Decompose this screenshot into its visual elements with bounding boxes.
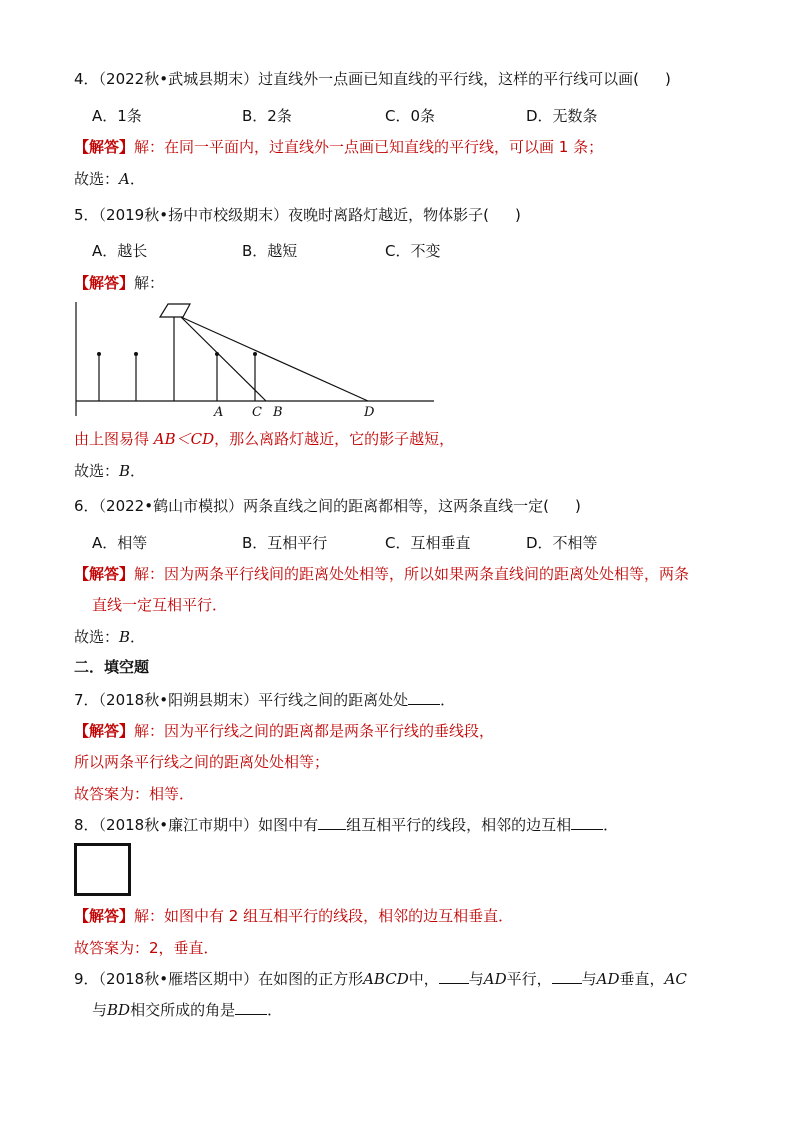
q5-stem: 5．（2019秋•扬中市校级期末）夜晚时离路灯越近，物体影子( ) [74, 206, 521, 224]
q4-text: （2022秋•武城县期末）过直线外一点画已知直线的平行线，这样的平行线可以画 [98, 70, 634, 88]
answer-tag: 【解答】 [74, 722, 135, 740]
answer-tag: 【解答】 [74, 138, 135, 156]
point-b-label: B [273, 405, 283, 420]
q4-option-a: A．1条 [92, 107, 142, 125]
stick-top-dot [134, 352, 138, 356]
q4-option-b: B．2条 [242, 107, 292, 125]
stick-top-dot [253, 352, 257, 356]
q8-stem: 8．（2018秋•廉江市期中）如图中有 组互相平行的线段，相邻的边互相 ． [74, 816, 619, 834]
q6-answer: 【解答】解：因为两条平行线间的距离处处相等，所以如果两条直线间的距离处处相等，两条 [74, 565, 690, 583]
q7-text: （2018秋•阳朔县期末）平行线之间的距离处处 [98, 691, 409, 709]
answer-tag: 【解答】 [74, 907, 135, 925]
q8-number: 8． [74, 816, 99, 834]
q6-choose: 故选：B． [74, 628, 146, 646]
q4-choice: A [119, 170, 130, 188]
point-c-label: C [252, 405, 262, 420]
q5-text: （2019秋•扬中市校级期末）夜晚时离路灯越近，物体影子 [98, 206, 484, 224]
light-ray-d [181, 317, 368, 401]
answer-blank [552, 969, 582, 984]
q4-answer-text: 解：在同一平面内，过直线外一点画已知直线的平行线，可以画 1 条； [134, 138, 604, 156]
q9-square-name: ABCD [363, 970, 409, 988]
q5-choice: B [119, 462, 131, 480]
q6-option-c: C．互相垂直 [385, 534, 471, 552]
answer-blank [318, 815, 346, 830]
q7-final: 故答案为：相等． [74, 785, 195, 803]
square-figure [74, 843, 131, 896]
q9-number: 9． [74, 970, 99, 988]
q4-number: 4． [74, 70, 99, 88]
q5-conclusion: 由上图易得 AB＜CD，那么离路灯越近，它的影子越短， [74, 430, 455, 448]
stick-top-dot [97, 352, 101, 356]
answer-blank [235, 1000, 267, 1015]
q8-answer: 【解答】解：如图中有 2 组互相平行的线段，相邻的边互相垂直． [74, 907, 514, 925]
q5-option-c: C．不变 [385, 242, 441, 260]
q5-option-a: A．越长 [92, 242, 148, 260]
light-ray-b [181, 317, 266, 401]
q7-answer: 【解答】解：因为平行线之间的距离都是两条平行线的垂线段， [74, 722, 495, 740]
q6-number: 6． [74, 497, 99, 515]
q5-answer: 【解答】解： [74, 274, 165, 292]
q5-number: 5． [74, 206, 99, 224]
q6-stem: 6．（2022•鹤山市模拟）两条直线之间的距离都相等，这两条直线一定( ) [74, 497, 581, 515]
point-a-label: A [214, 405, 224, 420]
q6-option-a: A．相等 [92, 534, 148, 552]
answer-blank [571, 815, 603, 830]
q6-option-b: B．互相平行 [242, 534, 328, 552]
q4-option-c: C．0条 [385, 107, 436, 125]
q6-answer-cont: 直线一定互相平行． [92, 596, 228, 614]
answer-blank [408, 690, 440, 705]
q5-option-b: B．越短 [242, 242, 298, 260]
q6-option-d: D．不相等 [526, 534, 598, 552]
q4-choose: 故选：A． [74, 170, 145, 188]
answer-tag: 【解答】 [74, 565, 135, 583]
q4-option-d: D．无数条 [526, 107, 598, 125]
section-heading: 二．填空题 [74, 658, 150, 676]
q6-choice: B [119, 628, 131, 646]
answer-blank [439, 969, 469, 984]
q8-final: 故答案为：2，垂直． [74, 939, 219, 957]
q9-stem: 9．（2018秋•雁塔区期中）在如图的正方形ABCD中， 与AD平行， 与AD垂直，AC [74, 970, 687, 988]
point-d-label: D [364, 405, 375, 420]
q6-text: （2022•鹤山市模拟）两条直线之间的距离都相等，这两条直线一定 [98, 497, 544, 515]
lamp-shape [160, 304, 190, 317]
q7-number: 7． [74, 691, 99, 709]
q5-choose: 故选：B． [74, 462, 146, 480]
q7-answer-cont: 所以两条平行线之间的距离处处相等； [74, 753, 330, 771]
q7-stem: 7．（2018秋•阳朔县期末）平行线之间的距离处处 ． [74, 691, 456, 709]
q9-stem-cont: 与BD相交所成的角是 ． [92, 1001, 283, 1019]
q4-stem: 4．（2022秋•武城县期末）过直线外一点画已知直线的平行线，这样的平行线可以画( ) [74, 70, 671, 88]
q5-inequality: AB＜CD [153, 430, 215, 448]
answer-tag: 【解答】 [74, 274, 135, 292]
